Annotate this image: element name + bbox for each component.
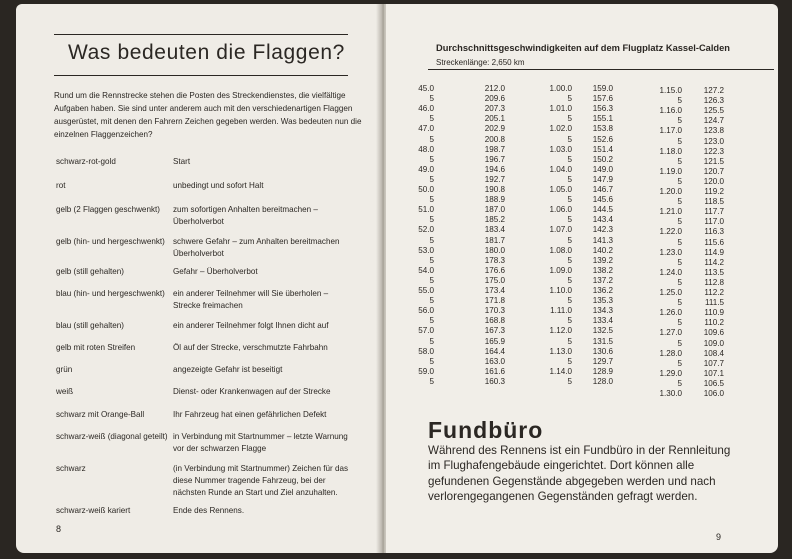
lap-time: 1.22.0 — [659, 227, 682, 237]
lap-time: 50.0 — [418, 185, 434, 194]
lap-time: 5 — [429, 174, 434, 184]
lap-time: 48.0 — [418, 144, 434, 154]
avg-speed: 168.8 — [484, 316, 505, 326]
avg-speed: 111.5 — [704, 298, 724, 308]
avg-speed: 121.5 — [703, 156, 724, 166]
avg-speed: 114.2 — [704, 257, 724, 267]
flag-meaning: unbedingt und sofort Halt — [173, 181, 264, 190]
lap-time: 46.0 — [418, 104, 434, 114]
avg-speed: 120.7 — [703, 166, 724, 176]
lap-time: 5 — [677, 237, 682, 247]
avg-speed: 116.3 — [704, 227, 724, 237]
lap-time: 5 — [567, 114, 572, 124]
flag-meaning: zum sofortigen Anhalten bereitmachen – Überholverbot — [173, 205, 318, 226]
lap-time: 47.0 — [418, 124, 434, 134]
avg-speed: 163.0 — [484, 356, 505, 366]
avg-speed: 115.6 — [704, 237, 724, 247]
table-subtitle: Streckenlänge: 2,650 km — [436, 58, 525, 67]
avg-speed: 151.4 — [592, 144, 613, 154]
avg-speed: 209.6 — [484, 94, 505, 104]
lap-time: 5 — [429, 356, 434, 366]
lap-time: 1.21.0 — [659, 207, 682, 217]
lap-time: 5 — [567, 316, 572, 326]
avg-speed: 187.0 — [484, 205, 505, 215]
flag-meaning: Dienst- oder Krankenwagen auf der Strecke — [173, 387, 331, 396]
avg-speed: 183.4 — [484, 225, 505, 235]
flag-meaning: Gefahr – Überholverbot — [173, 267, 258, 276]
lap-time: 1.12.0 — [549, 326, 572, 336]
lap-time: 5 — [677, 318, 682, 328]
lap-time: 5 — [677, 378, 682, 388]
avg-speed: 108.4 — [703, 348, 724, 358]
lap-time: 5 — [429, 376, 434, 386]
lap-time: 45.0 — [418, 84, 434, 93]
avg-speed: 138.2 — [592, 265, 613, 275]
avg-speed: 145.6 — [592, 195, 613, 205]
avg-speed: 131.5 — [592, 336, 613, 346]
lap-time: 1.07.0 — [549, 225, 572, 235]
flag-meaning: (in Verbindung mit Startnummer) Zeichen für das diese Nummer tragende Fahrzeug, bei der nächsten Runde an Start und Ziel anzuhalten. — [173, 464, 348, 497]
lap-time: 5 — [429, 316, 434, 326]
lap-time: 1.08.0 — [549, 245, 572, 255]
flag-color: grün — [56, 365, 73, 374]
flag-color: blau (still gehalten) — [56, 321, 124, 330]
avg-speed: 119.2 — [704, 187, 724, 196]
lap-time: 1.03.0 — [549, 144, 572, 154]
lap-time: 1.06.0 — [549, 205, 572, 215]
flag-meaning: Ihr Fahrzeug hat einen gefährlichen Defekt — [173, 410, 327, 419]
avg-speed: 150.2 — [592, 154, 613, 164]
lap-time: 5 — [677, 116, 682, 126]
flag-meaning: ein anderer Teilnehmer will Sie überholen – Strecke freimachen — [173, 289, 329, 310]
lap-time: 1.16.0 — [659, 106, 682, 116]
lap-time: 5 — [677, 217, 682, 227]
lap-time: 5 — [677, 136, 682, 146]
avg-speed: 106.5 — [703, 378, 724, 388]
lap-time: 53.0 — [418, 245, 434, 255]
avg-speed: 200.8 — [484, 134, 505, 144]
flag-meaning: Start — [173, 157, 191, 166]
avg-speed: 207.3 — [484, 104, 505, 114]
avg-speed: 110.2 — [704, 318, 724, 328]
flag-color: gelb (hin- und hergeschwenkt) — [56, 237, 165, 246]
avg-speed: 126.3 — [703, 96, 724, 106]
lap-time: 57.0 — [418, 326, 434, 336]
lap-time: 55.0 — [418, 286, 434, 295]
lap-time: 5 — [567, 174, 572, 184]
lap-time: 5 — [677, 96, 682, 106]
flag-color: weiß — [56, 387, 74, 396]
lap-time: 56.0 — [418, 306, 434, 316]
lap-time: 5 — [677, 257, 682, 267]
avg-speed: 128.0 — [592, 376, 613, 386]
avg-speed: 129.7 — [592, 356, 613, 366]
right-page — [386, 4, 778, 553]
avg-speed: 190.8 — [484, 185, 505, 194]
avg-speed: 153.8 — [592, 124, 613, 134]
lap-time: 1.05.0 — [549, 185, 572, 194]
avg-speed: 160.3 — [484, 376, 505, 386]
flag-color: gelb (2 Flaggen geschwenkt) — [56, 205, 160, 214]
lap-time: 5 — [567, 94, 572, 104]
avg-speed: 120.0 — [703, 176, 724, 186]
lap-time: 5 — [567, 195, 572, 205]
lap-time: 5 — [429, 94, 434, 104]
avg-speed: 140.2 — [592, 245, 613, 255]
page-title: Was bedeuten die Flaggen? — [68, 41, 345, 64]
lap-time: 51.0 — [418, 205, 434, 215]
fundbuero-text: Während des Rennens ist ein Fundbüro in der Rennleitung im Flughafengebäude eingerichtet. Dort können alle gefundenen Gegenstände abgegeben werden und nach verlorengegangenen Gegenständen gefragt werden. — [428, 444, 731, 503]
avg-speed: 123.8 — [703, 126, 724, 136]
lap-time: 1.10.0 — [549, 286, 572, 295]
avg-speed: 113.5 — [704, 267, 724, 277]
lap-time: 5 — [567, 154, 572, 164]
avg-speed: 155.1 — [592, 114, 613, 124]
lap-time: 5 — [567, 134, 572, 144]
avg-speed: 107.1 — [703, 368, 724, 378]
lap-time: 1.20.0 — [659, 187, 682, 196]
lap-time: 5 — [567, 376, 572, 386]
avg-speed: 109.6 — [703, 328, 724, 338]
avg-speed: 114.9 — [704, 247, 724, 257]
lap-time: 1.19.0 — [659, 166, 682, 176]
avg-speed: 159.0 — [592, 84, 613, 93]
lap-time: 1.23.0 — [659, 247, 682, 257]
avg-speed: 176.6 — [484, 265, 505, 275]
avg-speed: 212.0 — [484, 84, 505, 93]
avg-speed: 144.5 — [592, 205, 613, 215]
avg-speed: 185.2 — [484, 215, 505, 225]
avg-speed: 134.3 — [592, 306, 613, 316]
lap-time: 1.26.0 — [659, 308, 682, 318]
flag-color: schwarz-rot-gold — [56, 157, 116, 166]
lap-time: 5 — [429, 275, 434, 285]
lap-time: 1.04.0 — [549, 164, 572, 174]
avg-speed: 109.0 — [703, 338, 724, 348]
avg-speed: 173.4 — [484, 286, 505, 295]
lap-time: 1.29.0 — [659, 368, 682, 378]
avg-speed: 170.3 — [484, 306, 505, 316]
flag-color: schwarz-weiß (diagonal geteilt) — [56, 432, 168, 441]
avg-speed: 142.3 — [592, 225, 613, 235]
avg-speed: 202.9 — [484, 124, 505, 134]
avg-speed: 117.7 — [704, 207, 724, 217]
avg-speed: 192.7 — [484, 174, 505, 184]
avg-speed: 180.0 — [484, 245, 505, 255]
avg-speed: 143.4 — [592, 215, 613, 225]
avg-speed: 175.0 — [484, 275, 505, 285]
avg-speed: 156.3 — [592, 104, 613, 114]
flag-meaning: angezeigte Gefahr ist beseitigt — [173, 365, 283, 374]
flag-meaning: Öl auf der Strecke, verschmutzte Fahrbahn — [173, 343, 328, 352]
avg-speed: 149.0 — [592, 164, 613, 174]
lap-time: 1.30.0 — [659, 389, 682, 398]
avg-speed: 205.1 — [484, 114, 505, 124]
avg-speed: 137.2 — [592, 275, 613, 285]
lap-time: 54.0 — [418, 265, 434, 275]
lap-time: 59.0 — [418, 366, 434, 376]
lap-time: 5 — [677, 156, 682, 166]
left-page — [16, 4, 382, 553]
lap-time: 5 — [429, 134, 434, 144]
lap-time: 5 — [429, 235, 434, 245]
flag-color: rot — [56, 181, 66, 190]
table-rule — [428, 69, 774, 70]
avg-speed: 188.9 — [484, 195, 505, 205]
avg-speed: 132.5 — [592, 326, 613, 336]
flag-color: blau (hin- und hergeschwenkt) — [56, 289, 165, 298]
lap-time: 52.0 — [418, 225, 434, 235]
lap-time: 5 — [567, 255, 572, 265]
avg-speed: 136.2 — [592, 286, 613, 295]
lap-time: 1.24.0 — [659, 267, 682, 277]
intro-paragraph: Rund um die Rennstrecke stehen die Posten des Streckendienstes, die vielfältige Aufgaben haben. Sie sind unter anderem auch mit den verschiedenartigen Flaggen ausgerüstet, mit denen den Fahrern Zeichen gegeben werden. Was bedeuten nun die einzelnen Flaggenzeichen? — [54, 91, 362, 139]
avg-speed: 124.7 — [703, 116, 724, 126]
flag-color: gelb mit roten Streifen — [56, 343, 136, 352]
lap-time: 5 — [677, 277, 682, 287]
avg-speed: 133.4 — [592, 316, 613, 326]
lap-time: 1.11.0 — [550, 306, 572, 316]
lap-time: 1.18.0 — [659, 146, 682, 156]
avg-speed: 147.9 — [592, 174, 613, 184]
lap-time: 5 — [677, 197, 682, 207]
lap-time: 5 — [567, 235, 572, 245]
lap-time: 5 — [429, 154, 434, 164]
lap-time: 5 — [429, 296, 434, 306]
table-title: Durchschnittsgeschwindigkeiten auf dem Flugplatz Kassel-Calden — [436, 43, 730, 53]
flag-meaning: Ende des Rennens. — [173, 506, 245, 515]
avg-speed: 128.9 — [592, 366, 613, 376]
lap-time: 1.17.0 — [659, 126, 682, 136]
avg-speed: 152.6 — [592, 134, 613, 144]
lap-time: 5 — [567, 215, 572, 225]
lap-time: 5 — [567, 356, 572, 366]
flag-color: gelb (still gehalten) — [56, 267, 124, 276]
avg-speed: 112.8 — [704, 277, 724, 287]
lap-time: 1.15.0 — [659, 86, 682, 95]
avg-speed: 118.5 — [704, 197, 724, 207]
avg-speed: 198.7 — [484, 144, 505, 154]
avg-speed: 171.8 — [484, 296, 505, 306]
flag-color: schwarz-weiß kariert — [56, 506, 131, 515]
flag-color: schwarz mit Orange-Ball — [56, 410, 145, 419]
lap-time: 1.25.0 — [659, 288, 682, 297]
lap-time: 5 — [429, 114, 434, 124]
lap-time: 5 — [677, 338, 682, 348]
lap-time: 5 — [677, 176, 682, 186]
avg-speed: 196.7 — [484, 154, 505, 164]
avg-speed: 181.7 — [484, 235, 505, 245]
avg-speed: 112.2 — [704, 288, 724, 297]
avg-speed: 107.7 — [703, 358, 724, 368]
lap-time: 1.09.0 — [549, 265, 572, 275]
avg-speed: 157.6 — [592, 94, 613, 104]
avg-speed: 130.6 — [592, 346, 613, 356]
avg-speed: 178.3 — [484, 255, 505, 265]
lap-time: 49.0 — [418, 164, 434, 174]
avg-speed: 123.0 — [703, 136, 724, 146]
avg-speed: 165.9 — [484, 336, 505, 346]
lap-time: 5 — [429, 336, 434, 346]
avg-speed: 127.2 — [703, 86, 724, 95]
avg-speed: 167.3 — [484, 326, 505, 336]
lap-time: 5 — [567, 275, 572, 285]
lap-time: 5 — [567, 336, 572, 346]
title-box — [54, 34, 348, 76]
avg-speed: 117.0 — [704, 217, 724, 227]
lap-time: 1.14.0 — [549, 366, 572, 376]
lap-time: 1.13.0 — [549, 346, 572, 356]
flag-color: schwarz — [56, 464, 86, 473]
avg-speed: 135.3 — [592, 296, 613, 306]
flag-meaning: ein anderer Teilnehmer folgt Ihnen dicht auf — [173, 321, 329, 330]
avg-speed: 110.9 — [704, 308, 724, 318]
avg-speed: 146.7 — [592, 185, 613, 194]
lap-time: 1.28.0 — [659, 348, 682, 358]
avg-speed: 122.3 — [703, 146, 724, 156]
lap-time: 5 — [429, 215, 434, 225]
avg-speed: 164.4 — [484, 346, 505, 356]
page-number-right: 9 — [716, 532, 722, 542]
lap-time: 1.27.0 — [659, 328, 682, 338]
lap-time: 1.01.0 — [549, 104, 572, 114]
avg-speed: 125.5 — [703, 106, 724, 116]
page-number-left: 8 — [56, 524, 62, 534]
fundbuero-heading: Fundbüro — [428, 417, 544, 443]
avg-speed: 106.0 — [703, 389, 724, 398]
lap-time: 5 — [567, 296, 572, 306]
lap-time: 1.02.0 — [549, 124, 572, 134]
lap-time: 1.00.0 — [549, 84, 572, 93]
avg-speed: 139.2 — [592, 255, 613, 265]
lap-time: 5 — [677, 298, 682, 308]
flag-meaning: in Verbindung mit Startnummer – letzte Warnung vor der schwarzen Flagge — [173, 432, 348, 453]
lap-time: 58.0 — [418, 346, 434, 356]
lap-time: 5 — [677, 358, 682, 368]
flag-meaning: schwere Gefahr – zum Anhalten bereitmachen Überholverbot — [173, 237, 340, 258]
avg-speed: 141.3 — [592, 235, 613, 245]
lap-time: 5 — [429, 255, 434, 265]
avg-speed: 161.6 — [484, 366, 505, 376]
lap-time: 5 — [429, 195, 434, 205]
avg-speed: 194.6 — [484, 164, 505, 174]
